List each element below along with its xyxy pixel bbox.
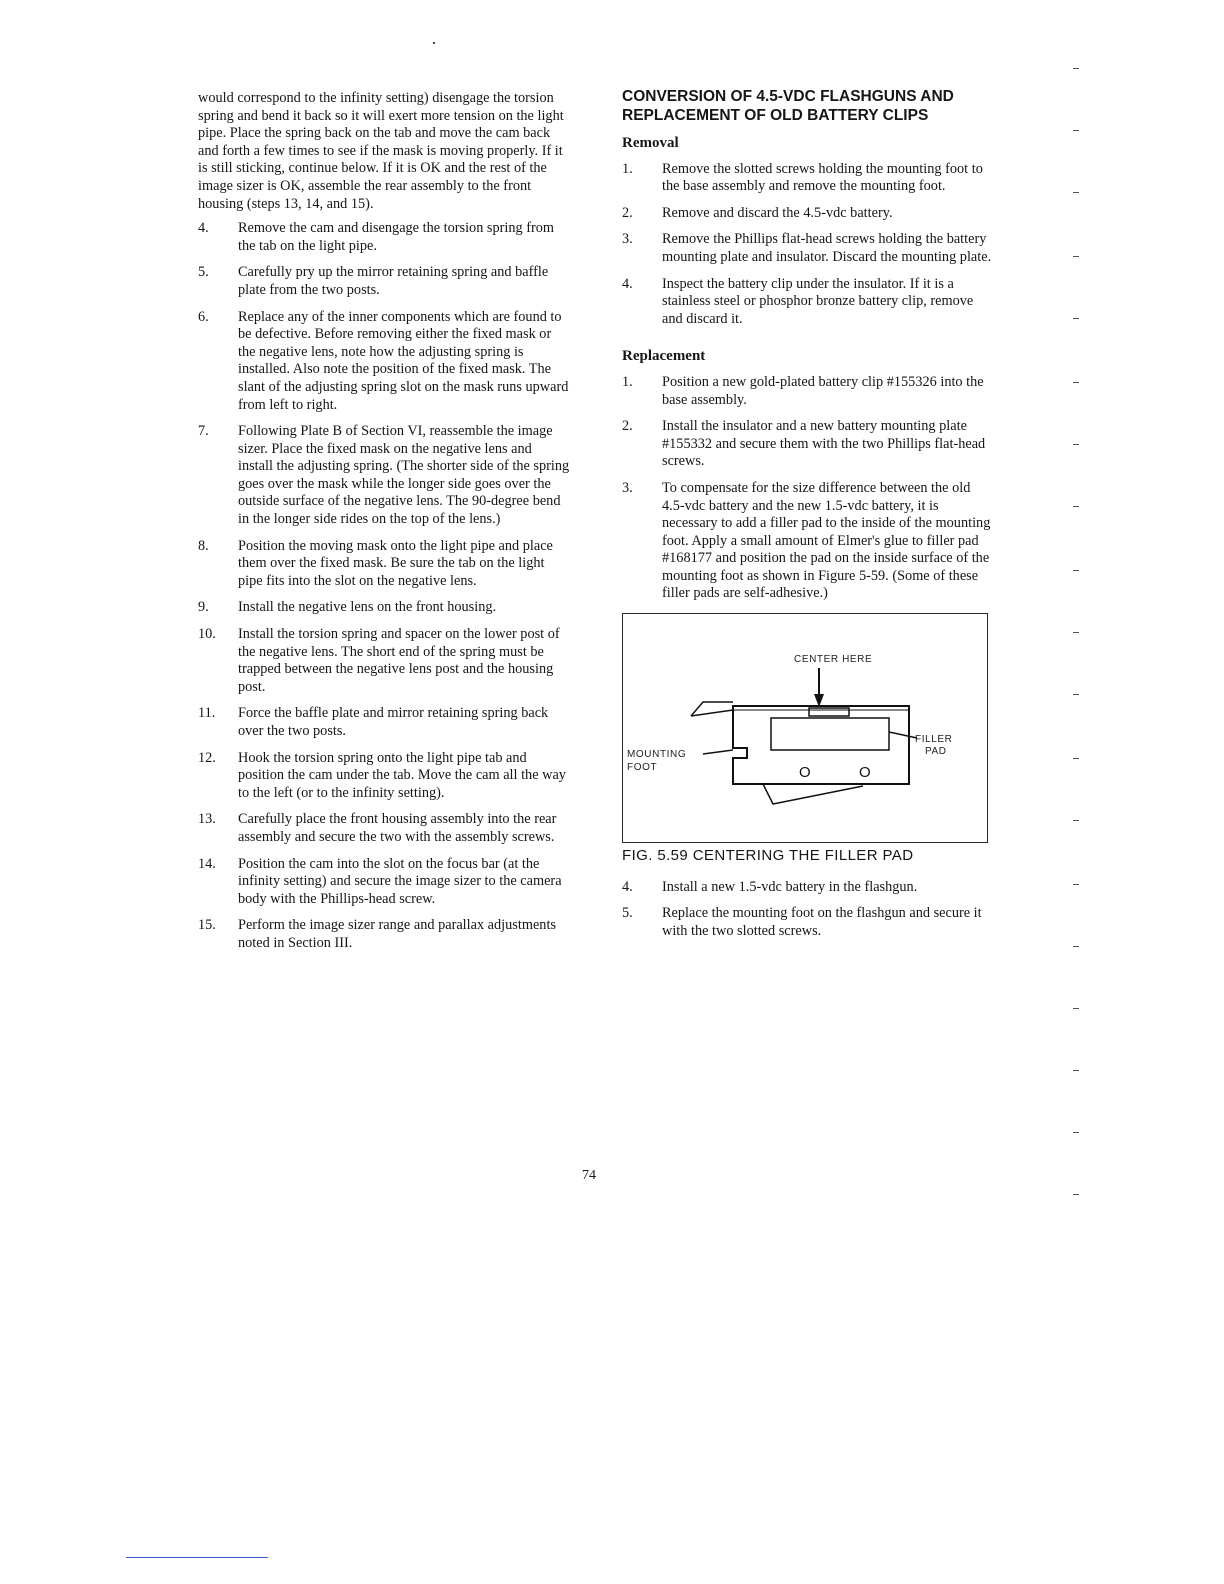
list-item: [198, 220, 570, 255]
list-item: [198, 599, 570, 617]
filler-pad-figure: [622, 613, 988, 843]
step-text: To compensate for the size difference between the old 4.5-vdc battery and the new 1.5-vdc battery, it is necessary to add a filler pad to the inside of the mounting foot. Apply a small amount of Elmer's glue to filler pad #168177 and position the pad on the inside surface of the mounting foot as shown in Figure 5-59. (Some of these filler pads are self-adhesive.): [662, 479, 991, 602]
screw-hole-left: O: [799, 764, 811, 782]
list-item: [198, 750, 570, 803]
step-text: Position the moving mask onto the light pipe and place them over the fixed mask. Be sure the tab on the light pipe fits into the slot on the negative lens.: [238, 537, 553, 589]
margin-mark: [1073, 318, 1079, 319]
step-number: 10.: [198, 626, 216, 643]
step-number: 7.: [198, 423, 209, 440]
step-number: 4.: [622, 878, 633, 895]
mounting-foot-diagram: [623, 614, 989, 844]
filler-pad-rectangle: [771, 718, 889, 750]
foot-tab-left: [691, 702, 733, 716]
replacement-heading: Replacement: [622, 348, 706, 365]
margin-mark: [1073, 758, 1079, 759]
list-item: [622, 161, 994, 196]
step-number: 3.: [622, 231, 633, 248]
step-number: 8.: [198, 537, 209, 554]
step-number: 13.: [198, 811, 216, 828]
step-number: 1.: [622, 160, 633, 177]
list-item: [622, 480, 994, 603]
list-item: [198, 856, 570, 909]
step-text: Install the torsion spring and spacer on the lower post of the negative lens. The short end of the spring must be trapped between the negative lens post and the housing post.: [238, 626, 560, 695]
list-item: [198, 705, 570, 740]
margin-mark: [1073, 820, 1079, 821]
step-text: Perform the image sizer range and parallax adjustments noted in Section III.: [238, 917, 556, 951]
list-item: [198, 917, 570, 952]
margin-mark: [1073, 68, 1079, 69]
margin-mark: [1073, 444, 1079, 445]
intro-paragraph: would correspond to the infinity setting) disengage the torsion spring and bend it back so it will exert more tension on the light pipe. Place the spring back on the tab and move the cam back and forth a few times to see if the mask is moving properly. If it is still sticking, continue below. If it is OK and the rest of the image sizer is OK, assemble the rear assembly to the front housing (steps 13, 14, and 15).: [198, 90, 564, 212]
step-number: 4.: [622, 275, 633, 292]
margin-mark: [1073, 506, 1079, 507]
mounting-label-line1: MOUNTING: [627, 749, 687, 761]
list-item: [622, 205, 994, 223]
step-number: 9.: [198, 599, 209, 616]
step-number: 14.: [198, 855, 216, 872]
margin-mark: [1073, 1194, 1079, 1195]
filler-pad-leader: [889, 732, 917, 738]
list-item: [622, 905, 994, 940]
step-text: Carefully place the front housing assembly into the rear assembly and secure the two with the assembly screws.: [238, 811, 557, 845]
replacement-steps-list: [622, 374, 994, 603]
screw-hole-right: O: [859, 764, 871, 782]
left-column: [198, 90, 570, 962]
margin-mark: [1073, 570, 1079, 571]
margin-mark: [1073, 884, 1079, 885]
footer-rule: [126, 1557, 268, 1558]
removal-steps-list: [622, 161, 994, 329]
step-number: 1.: [622, 373, 633, 390]
margin-mark: [1073, 192, 1079, 193]
margin-mark: [1073, 256, 1079, 257]
step-text: Carefully pry up the mirror retaining spring and baffle plate from the two posts.: [238, 264, 549, 298]
mounting-foot-leader: [703, 750, 733, 754]
left-steps-list: [198, 220, 570, 952]
list-item: [198, 811, 570, 846]
removal-heading: Removal: [622, 135, 679, 151]
mounting-label-line2: FOOT: [627, 762, 658, 774]
list-item: [622, 276, 994, 329]
step-text: Remove the cam and disengage the torsion spring from the tab on the light pipe.: [238, 220, 555, 254]
step-text: Install the negative lens on the front housing.: [238, 599, 497, 616]
list-item: [622, 231, 994, 266]
step-text: Remove the slotted screws holding the mounting foot to the base assembly and remove the mounting foot.: [662, 160, 983, 195]
battery-clip-slot: [809, 708, 849, 716]
final-steps-list: [622, 879, 994, 941]
step-number: 4.: [198, 220, 209, 237]
right-column: [622, 88, 994, 949]
step-text: Install the insulator and a new battery mounting plate #155332 and secure them with the two Phillips flat-head screws.: [662, 418, 986, 470]
step-number: 5.: [622, 905, 633, 922]
margin-mark: [1073, 1008, 1079, 1009]
step-text: Install a new 1.5-vdc battery in the flashgun.: [662, 878, 918, 895]
step-text: Position a new gold-plated battery clip #155326 into the base assembly.: [662, 373, 984, 408]
step-text: Inspect the battery clip under the insulator. If it is a stainless steel or phosphor bronze battery clip, remove and discard it.: [662, 275, 974, 327]
margin-mark: [1073, 1132, 1079, 1133]
list-item: [622, 418, 994, 471]
foot-bottom-flange: [763, 784, 863, 804]
step-text: Replace the mounting foot on the flashgun and secure it with the two slotted screws.: [662, 905, 982, 939]
scan-speck: [433, 42, 435, 44]
list-item: [622, 374, 994, 409]
step-text: Force the baffle plate and mirror retaining spring back over the two posts.: [238, 705, 549, 739]
margin-mark: [1073, 632, 1079, 633]
margin-mark: [1073, 694, 1079, 695]
center-here-label: CENTER HERE: [794, 654, 873, 666]
list-item: [198, 423, 570, 529]
margin-mark: [1073, 130, 1079, 131]
step-number: 2.: [622, 418, 633, 435]
list-item: [198, 538, 570, 591]
step-text: Following Plate B of Section VI, reassemble the image sizer. Place the fixed mask on the negative lens and install the adjusting spring. (The shorter side of the spring goes over the mask while the longer side goes over the outside surface of the negative lens. The 90-degree bend in the longer side rides on the top of the lens.): [238, 423, 570, 528]
list-item: [198, 626, 570, 696]
step-number: 5.: [198, 264, 209, 281]
page-number: 74: [582, 1168, 596, 1183]
list-item: [198, 309, 570, 415]
margin-mark: [1073, 1070, 1079, 1071]
step-text: Remove the Phillips flat-head screws holding the battery mounting plate and insulator. Discard the mounting plate.: [662, 231, 992, 265]
list-item: [198, 264, 570, 299]
step-text: Position the cam into the slot on the focus bar (at the infinity setting) and secure the image sizer to the camera body with the Phillips-head screw.: [238, 855, 562, 907]
figure-caption: FIG. 5.59 CENTERING THE FILLER PAD: [622, 847, 914, 865]
margin-mark: [1073, 946, 1079, 947]
step-number: 15.: [198, 917, 216, 934]
filler-label-line1: FILLER: [915, 734, 953, 746]
step-number: 11.: [198, 705, 216, 722]
step-number: 12.: [198, 749, 216, 766]
step-number: 6.: [198, 308, 209, 325]
step-text: Hook the torsion spring onto the light pipe tab and position the cam under the tab. Move the cam all the way to the left (or to the infinity setting).: [238, 749, 566, 801]
step-number: 3.: [622, 479, 633, 496]
step-text: Remove and discard the 4.5-vdc battery.: [662, 204, 893, 221]
filler-label-line2: PAD: [925, 746, 947, 758]
step-text: Replace any of the inner components which are found to be defective. Before removing either the fixed mask or the negative lens, note how the adjusting spring is installed. Also note the position of the fixed mask. The slant of the adjusting spring slot on the mask runs upward from left to right.: [238, 308, 569, 413]
step-number: 2.: [622, 204, 633, 221]
section-heading: CONVERSION OF 4.5-VDC FLASHGUNS AND REPLACEMENT OF OLD BATTERY CLIPS: [622, 88, 954, 124]
list-item: [622, 879, 994, 897]
margin-mark: [1073, 382, 1079, 383]
